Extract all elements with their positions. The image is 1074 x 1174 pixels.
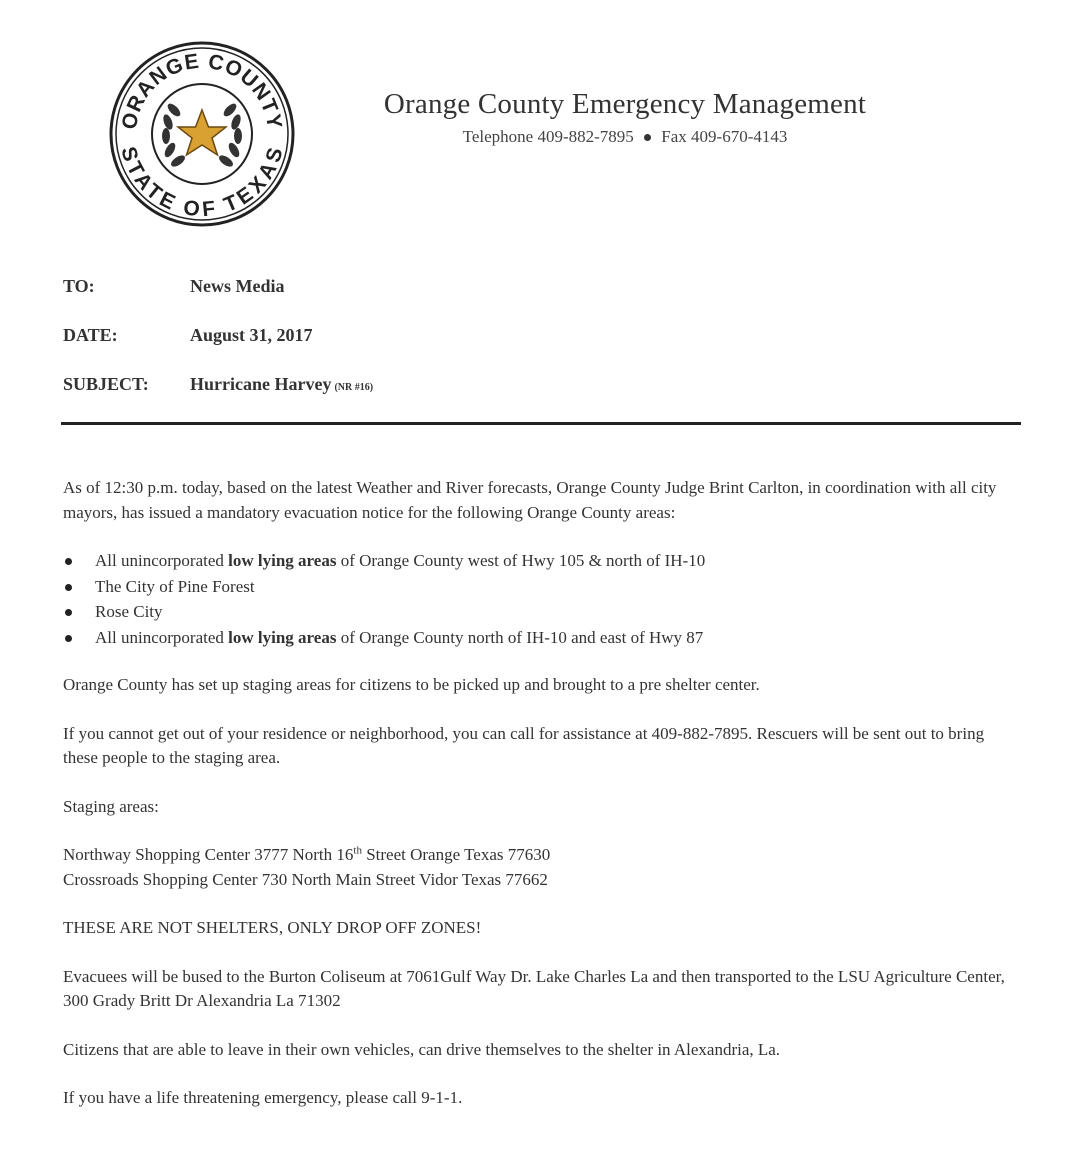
to-value: News Media — [190, 276, 285, 296]
subject-label: SUBJECT: — [63, 374, 149, 394]
own-vehicles-paragraph: Citizens that are able to leave in their own vehicles, can drive themselves to the shelter in Alexandria, La. — [63, 1039, 781, 1059]
letterhead — [330, 88, 920, 147]
staging-setup-paragraph: Orange County has set up staging areas for citizens to be picked up and brought to a pre shelter center. — [63, 675, 760, 694]
evacuation-area-list — [63, 549, 1013, 651]
fax: Fax 409-670-4143 — [661, 127, 788, 146]
bullet-separator-icon — [644, 134, 651, 141]
area-bold: low lying areas — [228, 551, 337, 570]
staging-area-1-text: Northway Shopping Center 3777 North 16 — [63, 845, 354, 864]
staging-area-1 — [63, 843, 1013, 868]
agency-name: Orange County Emergency Management — [383, 88, 867, 120]
assistance-paragraph: If you cannot get out of your residence or neighborhood, you can call for assistance at 409-882-7895. Rescuers will be sent out to bring these people to the staging area. — [63, 723, 985, 767]
area-text: All unincorporated — [95, 551, 229, 570]
memo-date-row — [63, 325, 373, 374]
list-item — [63, 549, 1013, 575]
memo-header — [63, 276, 373, 423]
bullet-icon — [65, 584, 72, 591]
to-label: TO: — [63, 276, 95, 296]
date-value: August 31, 2017 — [190, 325, 313, 345]
area-text: Rose City — [95, 602, 163, 621]
area-text-post: of Orange County west of Hwy 105 & north of IH-10 — [336, 551, 706, 570]
list-item — [63, 626, 1013, 652]
list-item — [63, 575, 1013, 601]
notice-body — [63, 476, 1013, 1111]
contact-line — [330, 127, 920, 147]
seal-top-text: ORANGE COUNTY — [117, 49, 287, 132]
telephone: Telephone 409-882-7895 — [462, 127, 634, 146]
subject-ref: (NR #16) — [334, 382, 374, 393]
bullet-icon — [65, 558, 72, 565]
subject-value: Hurricane Harvey — [190, 374, 332, 394]
staging-area-2: Crossroads Shopping Center 730 North Main Street Vidor Texas 77662 — [63, 869, 548, 889]
emergency-paragraph: If you have a life threatening emergency, please call 9-1-1. — [63, 1088, 463, 1107]
staging-area-1-sup: th — [353, 844, 362, 857]
intro-paragraph: As of 12:30 p.m. today, based on the latest Weather and River forecasts, Orange County Judge Brint Carlton, in coordination with all city mayors, has issued a mandatory evacuation notice for the following Orange County areas: — [63, 478, 997, 522]
warning-paragraph: THESE ARE NOT SHELTERS, ONLY DROP OFF ZONES! — [63, 918, 482, 937]
staging-areas-label: Staging areas: — [63, 796, 159, 816]
bullet-icon — [65, 609, 72, 616]
memo-subject-row — [63, 374, 373, 423]
date-label: DATE: — [63, 325, 118, 345]
seal-graphic — [108, 40, 296, 228]
area-bold: low lying areas — [228, 627, 337, 647]
divider-rule — [61, 422, 1021, 425]
area-text: All unincorporated — [95, 627, 229, 647]
list-item — [63, 600, 1013, 626]
county-seal-logo — [108, 40, 296, 228]
evacuees-paragraph: Evacuees will be bused to the Burton Coliseum at 7061Gulf Way Dr. Lake Charles La and then transported to the LSU Agriculture Center, 300 Grady Britt Dr Alexandria La 71302 — [63, 966, 1005, 1010]
bullet-icon — [65, 635, 72, 642]
star-icon — [178, 110, 226, 155]
memo-to-row — [63, 276, 373, 325]
area-text-post: of Orange County north of IH-10 and east of Hwy 87 — [336, 627, 704, 647]
subject-value-wrap — [190, 374, 373, 423]
area-text: The City of Pine Forest — [95, 576, 255, 596]
seal-bottom-text: STATE OF TEXAS — [115, 144, 289, 222]
staging-area-1-text-post: Street Orange Texas 77630 — [361, 845, 551, 864]
